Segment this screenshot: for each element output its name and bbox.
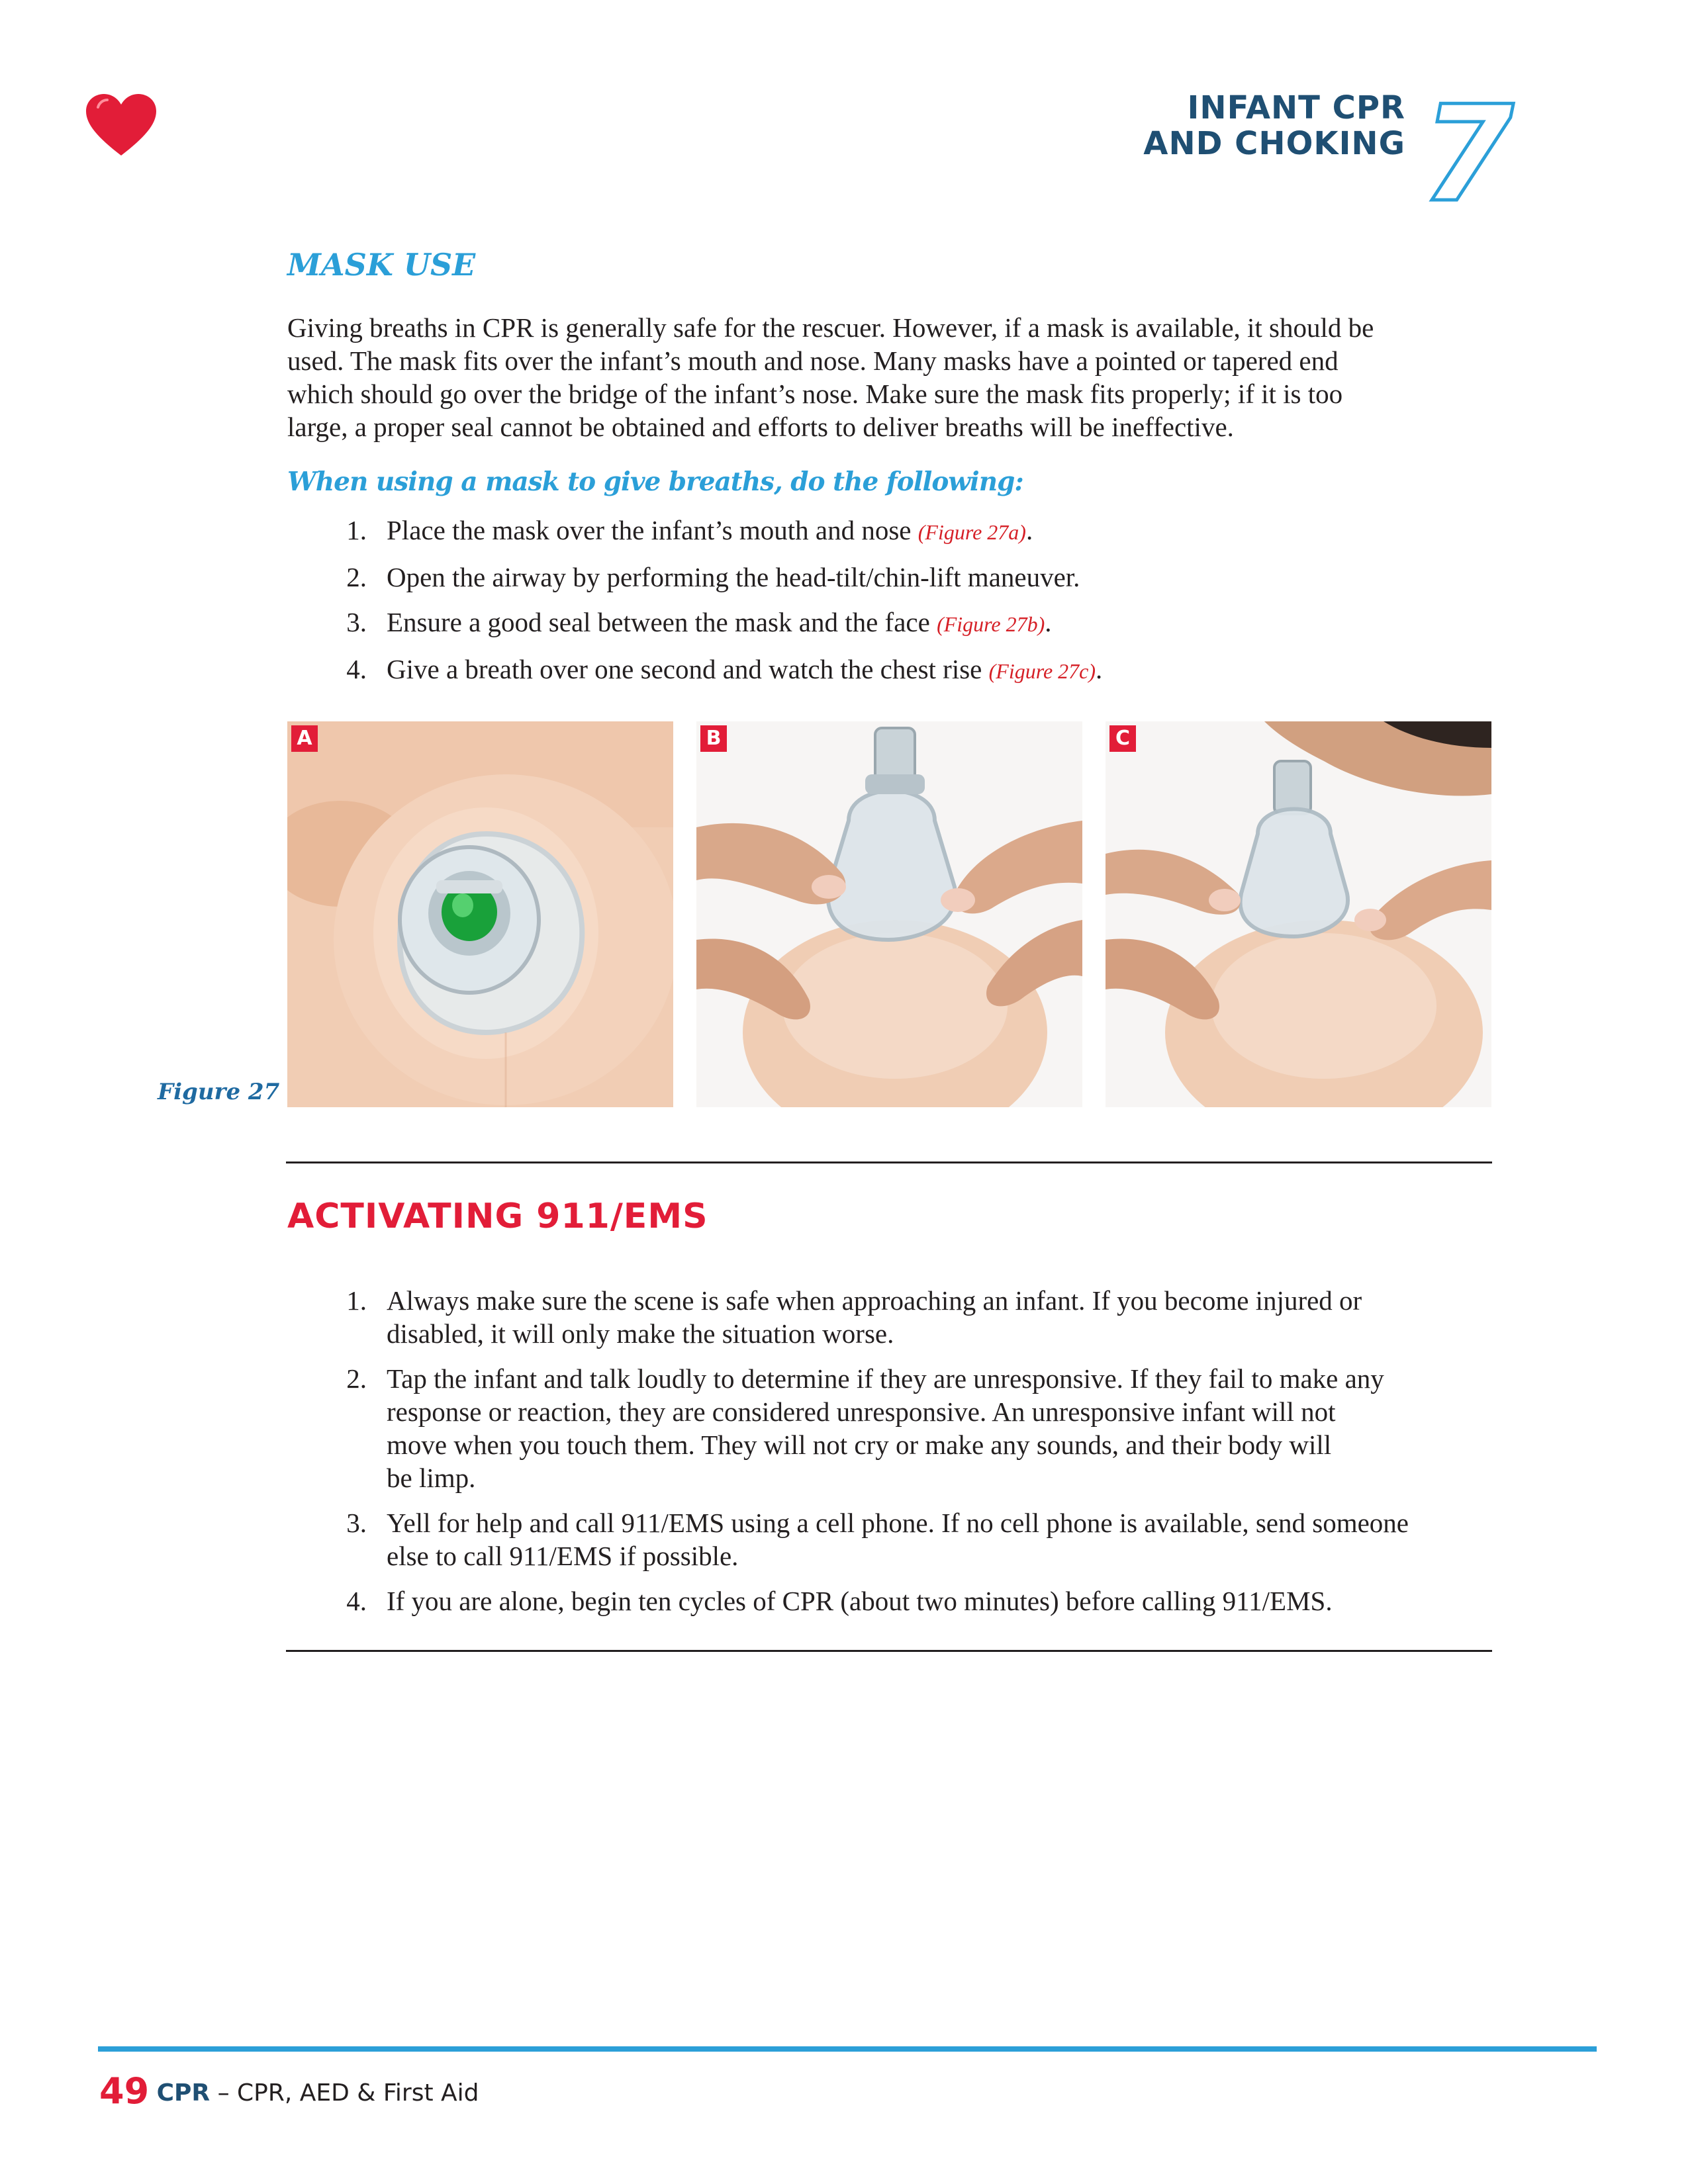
paragraph-line: Giving breaths in CPR is generally safe for the rescuer. However, if a mask is available, it should be xyxy=(287,312,1374,343)
list-item xyxy=(287,1584,1505,1617)
paragraph-line: used. The mask fits over the infant’s mouth and nose. Many masks have a pointed or tapered end xyxy=(287,345,1339,376)
list-item xyxy=(287,653,1505,688)
section-title-activating-ems: ACTIVATING 911/EMS xyxy=(287,1197,708,1236)
chapter-number xyxy=(1418,87,1517,213)
list-item xyxy=(287,1362,1505,1494)
list-item xyxy=(287,1284,1505,1350)
heart-icon xyxy=(85,93,158,159)
list-item xyxy=(287,606,1505,641)
list-text: Give a breath over one second and watch the chest rise xyxy=(387,654,989,684)
footer-bar xyxy=(98,2046,1597,2052)
list-text-line: disabled, it will only make the situation worse. xyxy=(387,1318,894,1349)
list-text-line: move when you touch them. They will not cry or make any sounds, and their body will xyxy=(387,1430,1332,1460)
list-text-end: . xyxy=(1096,654,1103,684)
chapter-title-line2: AND CHOKING xyxy=(1143,125,1405,162)
list-text-line: Always make sure the scene is safe when approaching an infant. If you become injured or xyxy=(387,1285,1362,1316)
paragraph-line: large, a proper seal cannot be obtained and efforts to deliver breaths will be ineffective. xyxy=(287,412,1234,442)
list-text-line: be limp. xyxy=(387,1463,476,1493)
photo-mask-seal xyxy=(696,721,1082,1107)
mask-use-paragraph xyxy=(287,311,1505,443)
figure-photo-a xyxy=(287,721,673,1107)
list-text-line: response or reaction, they are considered unresponsive. An unresponsive infant will not xyxy=(387,1396,1336,1427)
mask-steps-list xyxy=(287,514,1505,700)
list-item xyxy=(287,561,1505,594)
figure-photo-b xyxy=(696,721,1082,1107)
list-number: 4. xyxy=(346,1586,367,1616)
list-text-line: If you are alone, begin ten cycles of CPR (about two minutes) before calling 911/EMS. xyxy=(387,1586,1333,1616)
paragraph-line: which should go over the bridge of the infant’s nose. Make sure the mask fits properly; if it is too xyxy=(287,379,1343,409)
list-number: 4. xyxy=(346,654,367,684)
figure-panel-label: B xyxy=(700,725,727,752)
figure-panel-label: A xyxy=(291,725,318,752)
list-number: 3. xyxy=(346,1508,367,1538)
list-number: 3. xyxy=(346,607,367,637)
figure-caption: Figure 27 xyxy=(158,1079,280,1105)
figure-reference: (Figure 27b) xyxy=(937,612,1045,636)
figure-reference: (Figure 27a) xyxy=(918,520,1026,544)
list-item xyxy=(287,1506,1505,1572)
list-number: 2. xyxy=(346,1363,367,1394)
list-text: Place the mask over the infant’s mouth and nose xyxy=(387,515,918,545)
list-number: 2. xyxy=(346,562,367,592)
list-text-line: Tap the infant and talk loudly to determine if they are unresponsive. If they fail to make any xyxy=(387,1363,1384,1394)
list-text-line: Yell for help and call 911/EMS using a cell phone. If no cell phone is available, send someone xyxy=(387,1508,1409,1538)
list-text-end: . xyxy=(1045,607,1052,637)
footer-brand: CPR xyxy=(156,2079,211,2107)
list-number: 1. xyxy=(346,515,367,545)
page-number: 49 xyxy=(99,2070,150,2112)
mask-steps-lead: When using a mask to give breaths, do the following: xyxy=(287,467,1023,497)
list-text: Open the airway by performing the head-tilt/chin-lift maneuver. xyxy=(387,562,1080,592)
page-footer xyxy=(99,2070,479,2112)
list-text-end: . xyxy=(1025,515,1033,545)
list-item xyxy=(287,514,1505,549)
figure-reference: (Figure 27c) xyxy=(988,659,1096,683)
figure-photo-c xyxy=(1106,721,1491,1107)
list-text-line: else to call 911/EMS if possible. xyxy=(387,1541,739,1571)
photo-giving-breath xyxy=(1106,721,1491,1107)
ems-steps-list xyxy=(287,1284,1505,1629)
footer-subtitle: – CPR, AED & First Aid xyxy=(210,2079,479,2107)
chapter-title xyxy=(1143,90,1405,161)
list-number: 1. xyxy=(346,1285,367,1316)
section-divider xyxy=(286,1161,1492,1163)
chapter-title-line1: INFANT CPR xyxy=(1187,89,1405,126)
section-divider xyxy=(286,1650,1492,1652)
photo-mask-top-view xyxy=(287,721,673,1107)
figure-panel-label: C xyxy=(1109,725,1136,752)
list-text: Ensure a good seal between the mask and the face xyxy=(387,607,937,637)
section-title-mask-use: MASK USE xyxy=(287,247,476,283)
chapter-number-text: 7 xyxy=(1421,87,1514,213)
